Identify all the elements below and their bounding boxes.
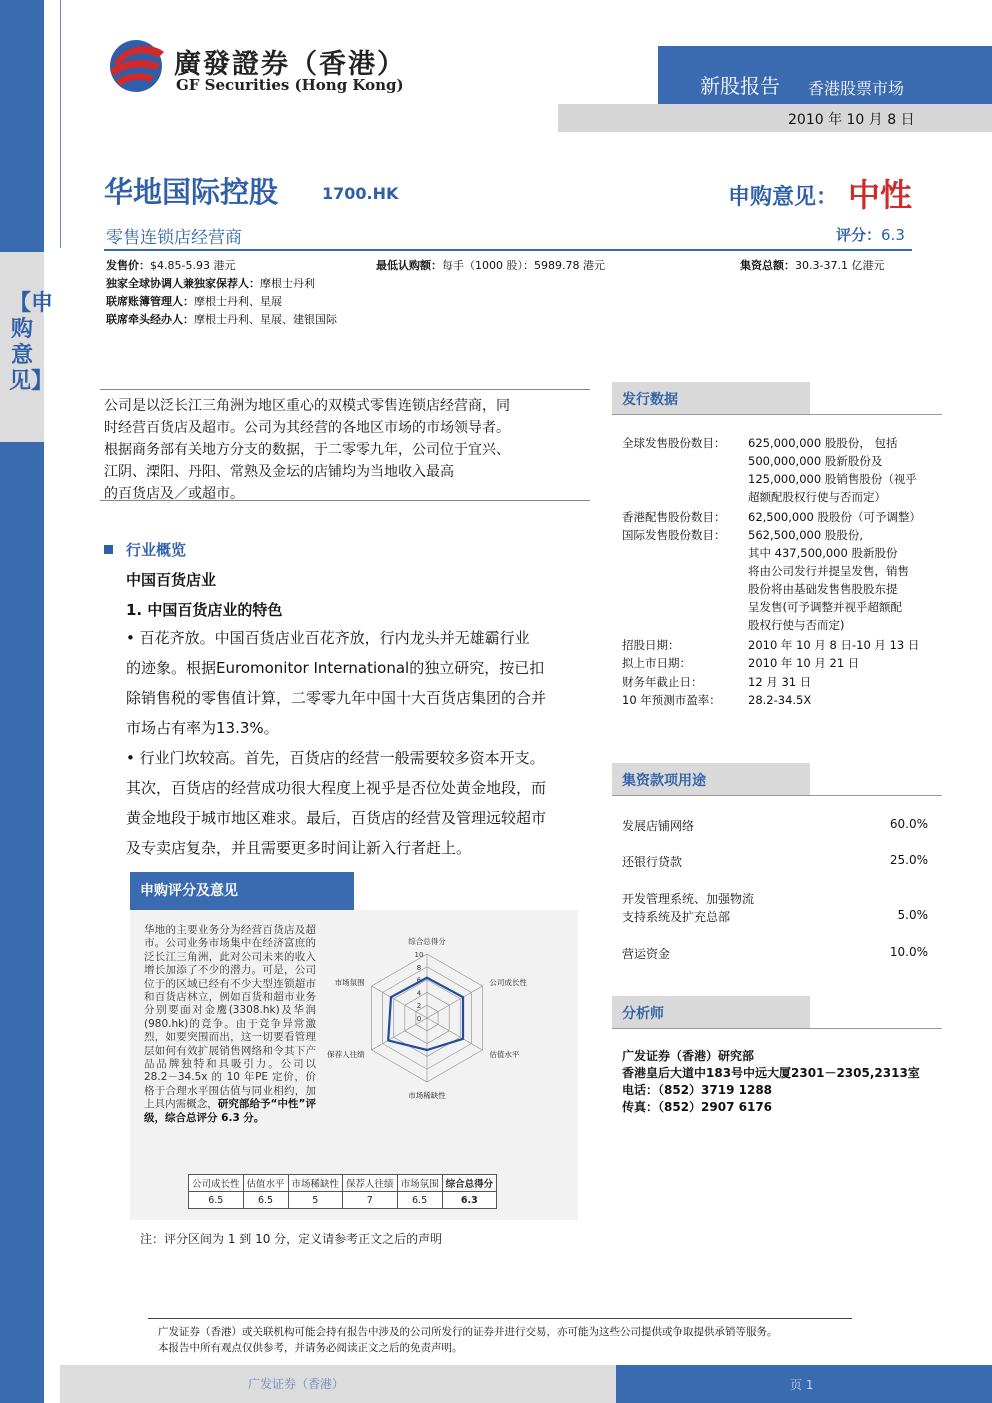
title-rule — [104, 249, 912, 251]
logo-en-text: GF Securities (Hong Kong) — [176, 76, 404, 94]
subscription-value: 2010 年 10 月 8 日-10 月 13 日 — [748, 638, 920, 652]
score-table-header-row — [189, 1175, 497, 1192]
subsection-heading: 中国百货店业 — [126, 571, 217, 589]
score-label: 评分： — [836, 226, 882, 244]
footer-company: 广发证券（香港） — [248, 1377, 345, 1391]
table-value-cell: 7 — [343, 1192, 398, 1209]
pe-value: 28.2-34.5X — [748, 693, 812, 707]
radar-axis-label: 市场稀缺性 — [408, 1091, 446, 1100]
sidebar-label: 【申购意见】 — [9, 290, 54, 394]
score-value: 6.3 — [881, 226, 905, 244]
numbered-heading: 1. 中国百货店业的特色 — [126, 601, 283, 619]
intl-offer-label: 国际发售股份数目： — [622, 528, 726, 542]
ticker: 1700.HK — [322, 184, 399, 203]
paragraph-1: • 百花齐放。中国百货店业百花齐放，行内龙头并无雄霸行业 的迹象。根据Euromonitor International的独立研究，按已扣 除销售税的零售值计算，二零零九年中国十大百货店集团的合并 市场占有率为13.3%。 — [126, 629, 547, 737]
table-header-cell: 市场稀缺性 — [288, 1175, 343, 1192]
radar-tick-label: 0 — [416, 1015, 422, 1023]
analyst-fax: 传真：（852）2907 6176 — [622, 1100, 773, 1114]
left-sidebar-band — [0, 0, 54, 1403]
listing-label: 拟上市日期： — [622, 656, 691, 670]
radar-tick-label: 6 — [416, 976, 422, 985]
analyst-phone: 电话：（852）3719 1288 — [622, 1083, 773, 1097]
table-value-cell: 6.5 — [397, 1192, 442, 1209]
issue-data-header: 发行数据 — [612, 382, 810, 414]
proceeds-item: 发展店铺网络 60.0% — [622, 817, 928, 833]
score-table — [188, 1174, 497, 1209]
global-coordinator: 独家全球协调人兼独家保荐人：摩根士丹利 — [106, 277, 315, 290]
radar-chart — [327, 930, 544, 1110]
page-number: 页 1 — [790, 1378, 814, 1392]
min-subscription: 最低认购额：每手（1000 股）：5989.78 港元 — [376, 259, 605, 272]
proceeds-rule — [612, 795, 942, 796]
table-value-cell: 6.3 — [442, 1192, 497, 1209]
radar-spoke — [427, 1018, 482, 1050]
proceeds-item: 还银行贷款 25.0% — [622, 853, 928, 869]
section-bullet-icon — [104, 545, 113, 554]
global-offer-value: 625,000,000 股股份， 包括 500,000,000 股新股份及 125,000,000 股销售股份（视乎 超额配股权行使与否而定） — [748, 436, 917, 504]
paragraph-2: • 行业门坎较高。首先，百货店的经营一般需要较多资本开支。 其次，百货店的经营成功很大程度上视乎是否位处黄金地段，而 黄金地段于城市地区难求。最后，百货店的经营及管理远较超市 及专卖店复杂，并且需要更多时间让新入行者赶上。 — [126, 749, 547, 857]
radar-series-line — [388, 978, 463, 1050]
analyst-address: 香港皇后大道中183号中远大厦2301－2305,2313室 — [622, 1066, 920, 1080]
recommendation-label: 申购意见： — [728, 185, 839, 210]
radar-axis-label: 市场氛围 — [334, 978, 365, 987]
overall-score — [836, 224, 905, 245]
market-label: 香港股票市场 — [808, 79, 905, 98]
radar-tick-label: 2 — [416, 1002, 422, 1011]
radar-tick-label: 10 — [414, 951, 424, 959]
gf-logo-icon — [106, 36, 166, 94]
section-title: 行业概览 — [126, 541, 187, 559]
subscription-label: 招股日期： — [622, 638, 680, 652]
rating-note: 注：评分区间为 1 到 10 分，定义请参考正文之后的声明 — [140, 1232, 443, 1246]
joint-lead-managers: 联席牵头经办人：摩根士丹利、星展、建银国际 — [106, 313, 337, 326]
report-date: 2010 年 10 月 8 日 — [788, 112, 915, 128]
pe-label: 10 年预测市盈率： — [622, 693, 721, 707]
rating-header: 申购评分及意见 — [130, 872, 354, 910]
proceeds-item: 营运资金 10.0% — [622, 945, 928, 961]
issue-data-rule — [612, 414, 942, 415]
proceeds-header: 集资款项用途 — [612, 763, 810, 795]
disclaimer-line-2: 本报告中所有观点仅供参考，并请务必阅读正文之后的免责声明。 — [158, 1342, 463, 1354]
hk-offer-label: 香港配售股份数目： — [622, 510, 726, 524]
company-logo — [100, 36, 480, 100]
table-header-cell: 市场氛围 — [397, 1175, 442, 1192]
analyst-dept: 广发证券（香港）研究部 — [622, 1049, 755, 1063]
table-value-cell: 5 — [288, 1192, 343, 1209]
analyst-header: 分析师 — [612, 996, 810, 1028]
logo-cn-text: 廣發證券（香港） — [174, 49, 406, 80]
proceeds-item: 开发管理系统、加强物流 — [622, 892, 755, 906]
analyst-rule — [612, 1028, 942, 1029]
radar-axis-label: 估值水平 — [489, 1050, 520, 1059]
global-offer-label: 全球发售股份数目： — [622, 436, 726, 450]
intro-paragraph: 公司是以泛长江三角洲为地区重心的双模式零售连锁店经营商，同 时经营百货店及超市。公司为其经营的各地区市场的市场领导者。 根据商务部有关地方分支的数据，于二零零九年，公司位于宜兴、 江阴、溧阳、丹阳、常熟及金坛的店铺均为当地收入最高 的百货店及／或超市。 — [104, 398, 510, 502]
company-name: 华地国际控股 — [104, 175, 279, 209]
radar-tick-label: 4 — [416, 989, 422, 998]
table-value-cell: 6.5 — [243, 1192, 288, 1209]
header-vertical-rule — [60, 0, 61, 248]
radar-axis-label: 综合总得分 — [408, 937, 446, 946]
score-table-value-row — [189, 1192, 497, 1209]
table-header-cell: 估值水平 — [243, 1175, 288, 1192]
radar-spoke — [427, 986, 482, 1018]
company-description: 零售连锁店经营商 — [106, 228, 242, 248]
joint-bookrunners: 联席账簿管理人：摩根士丹利、星展 — [106, 295, 282, 308]
offer-price: 发售价：$4.85-5.93 港元 — [106, 259, 236, 272]
total-raised: 集资总额：30.3-37.1 亿港元 — [740, 259, 885, 272]
footer-rule — [148, 1318, 852, 1319]
proceeds-item: 支持系统及扩充总部 5.0% — [622, 908, 928, 924]
radar-tick-label: 8 — [416, 963, 422, 972]
radar-axis-label: 公司成长性 — [489, 978, 527, 987]
table-header-cell: 公司成长性 — [189, 1175, 244, 1192]
header-gray-band — [558, 104, 992, 132]
recommendation-value: 中性 — [848, 176, 913, 214]
disclaimer-line-1: 广发证券（香港）或关联机构可能会持有报告中涉及的公司所发行的证券并进行交易，亦可能为这些公司提供或争取提供承销等服务。 — [158, 1326, 778, 1338]
radar-axis-label: 保荐人往绩 — [327, 1050, 365, 1059]
table-header-cell: 综合总得分 — [442, 1175, 497, 1192]
report-type: 新股报告 — [700, 74, 780, 98]
hk-offer-value: 62,500,000 股股份（可予调整） — [748, 510, 921, 524]
listing-value: 2010 年 10 月 21 日 — [748, 656, 860, 670]
intl-offer-value: 562,500,000 股股份, 其中 437,500,000 股新股份 将由公司发行并提呈发售，销售 股份将由基础发售售股股东提 呈发售(可予调整并视乎超额配 股权行使与否而定) — [748, 528, 909, 632]
fy-end-value: 12 月 31 日 — [748, 675, 812, 689]
rating-text: 华地的主要业务分为经营百货店及超市。公司业务市场集中在经济富庶的泛长江三角洲，此对公司未来的收入增长加添了不少的潜力。可是，公司位于的区域已经有不少大型连锁超市和百货店林立，例如百货和超市业务分别要面对金鹰(3308.hk)及华润(980.hk)的竞争。由于竞争异常激烈，如要突围而出，这一切要看管理层如何有效扩展销售网络和令其下产品品牌独特和具吸引力。公司以 28.2－34.5x 的 10 年PE 定价，价格于合理水平围估值与同业相约，加上具内需概念，研究部给予“中性”评级，综合总评分 6.3 分。 — [144, 924, 317, 1124]
table-value-cell: 6.5 — [189, 1192, 244, 1209]
table-header-cell: 保荐人往绩 — [343, 1175, 398, 1192]
fy-end-label: 财务年截止日： — [622, 675, 703, 689]
